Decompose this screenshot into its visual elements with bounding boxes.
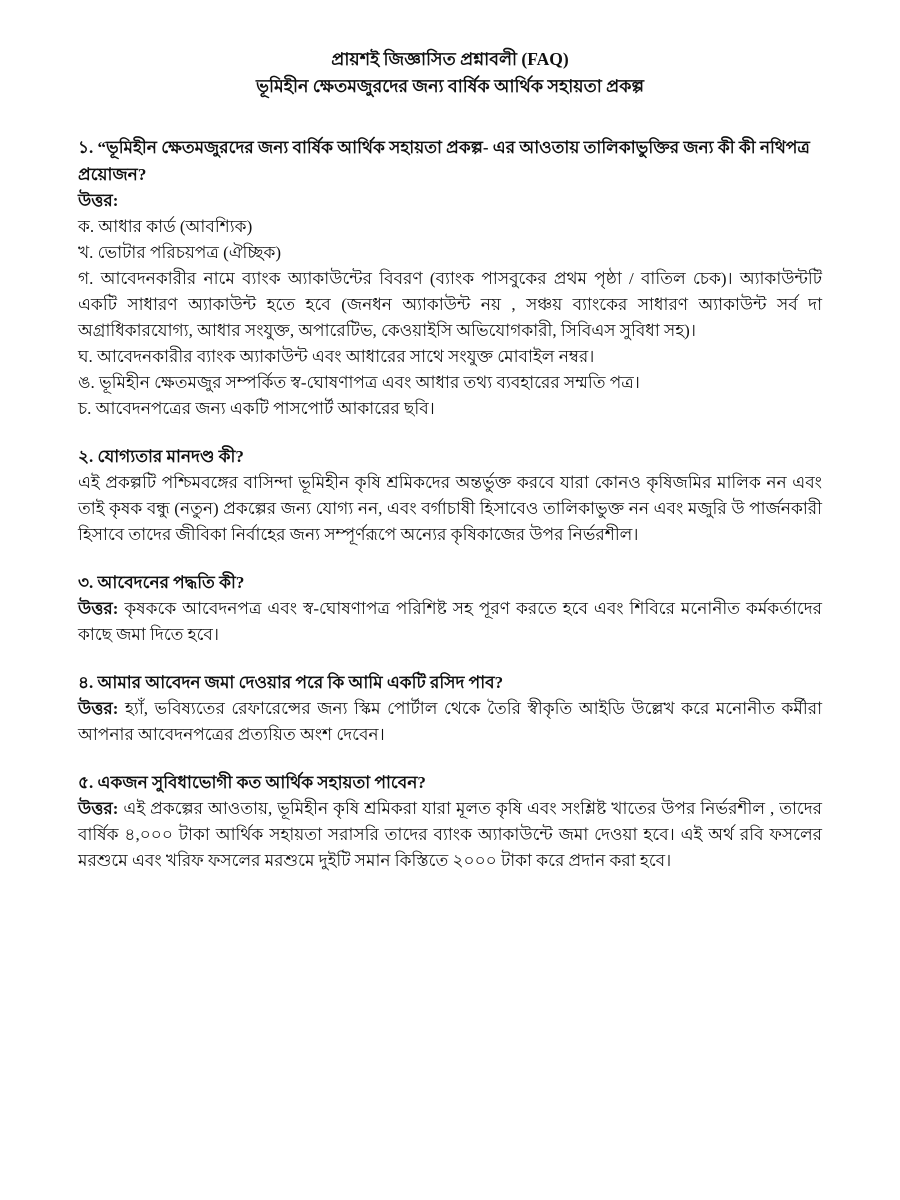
q1-item-e: ঙ. ভূমিহীন ক্ষেতমজুর সম্পর্কিত স্ব-ঘোষণাপত্র এবং আধার তথ্য ব্যবহারের সম্মতি পত্র।	[78, 373, 640, 392]
q1-item-c: গ. আবেদনকারীর নামে ব্যাংক অ্যাকাউন্টের বিবরণ (ব্যাংক পাসবুকের প্রথম পৃষ্ঠা / বাতিল চেক)। অ্যাকাউন্টটি একটি সাধারণ অ্যাকাউন্ট হতে হবে (জনধন অ্যাকাউন্ট নয় , সঞ্চয় ব্যাংকের সাধারণ অ্যাকাউন্ট সর্ব দা অগ্রাধিকারযোগ্য, আধার সংযুক্ত, অপারেটিভ, কেওয়াইসি অভিযোগকারী, সিবিএস সুবিধা সহ)।	[78, 269, 822, 340]
answer-3	[78, 596, 822, 648]
faq-section-1	[78, 134, 822, 422]
q1-item-f: চ. আবেদনপত্রের জন্য একটি পাসপোর্ট আকারের ছবি।	[78, 399, 435, 418]
answer-label-3: উত্তর:	[78, 599, 119, 618]
answer-4	[78, 696, 822, 748]
question-2: ২. যোগ্যতার মানদণ্ড কী?	[78, 447, 244, 466]
faq-section-4	[78, 669, 822, 748]
answer-2: এই প্রকল্পটি পশ্চিমবঙ্গের বাসিন্দা ভূমিহীন কৃষি শ্রমিকদের অন্তর্ভুক্ত করবে যারা কোনও কৃষিজমির মালিক নন এবং তাই কৃষক বন্ধু (নতুন) প্রকল্পের জন্য যোগ্য নন, এবং বর্গাচাষী হিসাবেও তালিকাভুক্ত নন এবং মজুরি উ পার্জনকারী হিসাবে তাদের জীবিকা নির্বাহের জন্য সম্পূর্ণরূপে অন্যের কৃষিকাজের উপর নির্ভরশীল।	[78, 473, 822, 544]
document-header	[78, 46, 822, 100]
answer-label-4: উত্তর:	[78, 699, 119, 718]
q1-item-a: ক. আধার কার্ড (আবশ্যিক)	[78, 217, 253, 236]
answer-text-3: কৃষককে আবেদনপত্র এবং স্ব-ঘোষণাপত্র পরিশিষ্ট সহ পূরণ করতে হবে এবং শিবিরে মনোনীত কর্মকর্তাদের কাছে জমা দিতে হবে।	[78, 599, 823, 644]
page-subtitle: ভূমিহীন ক্ষেতমজুরদের জন্য বার্ষিক আর্থিক সহায়তা প্রকল্প	[256, 76, 644, 96]
answer-5	[78, 796, 822, 874]
answer-text-5: এই প্রকল্পের আওতায়, ভূমিহীন কৃষি শ্রমিকরা যারা মূলত কৃষি এবং সংশ্লিষ্ট খাতের উপর নির্ভরশীল , তাদের বার্ষিক ৪,০০০ টাকা আর্থিক সহায়তা সরাসরি তাদের ব্যাংক অ্যাকাউন্টে জমা দেওয়া হবে। এই অর্থ রবি ফসলের মরশুমে এবং খরিফ ফসলের মরশুমে দুইটি সমান কিস্তিতে ২০০০ টাকা করে প্রদান করা হবে।	[78, 799, 822, 870]
faq-section-2	[78, 443, 822, 548]
faq-section-5	[78, 769, 822, 874]
page-title: প্রায়শই জিজ্ঞাসিত প্রশ্নাবলী (FAQ)	[331, 49, 569, 69]
answer-text-4: হ্যাঁ, ভবিষ্যতের রেফারেন্সের জন্য স্কিম পোর্টাল থেকে তৈরি স্বীকৃতি আইডি উল্লেখ করে মনোনীত কর্মীরা আপনার আবেদনপত্রের প্রত্যয়িত অংশ দেবেন।	[78, 699, 822, 744]
q1-item-b: খ. ভোটার পরিচয়পত্র (ঐচ্ছিক)	[78, 243, 282, 262]
question-5: ৫. একজন সুবিধাভোগী কত আর্থিক সহায়তা পাবেন?	[78, 773, 426, 792]
question-3: ৩. আবেদনের পদ্ধতি কী?	[78, 573, 245, 592]
answer-label-5: উত্তর:	[78, 799, 119, 818]
q1-item-d: ঘ. আবেদনকারীর ব্যাংক অ্যাকাউন্ট এবং আধারের সাথে সংযুক্ত মোবাইল নম্বর।	[78, 347, 595, 366]
faq-section-3	[78, 569, 822, 648]
question-4: ৪. আমার আবেদন জমা দেওয়ার পরে কি আমি একটি রসিদ পাব?	[78, 673, 504, 692]
question-1: ১. “ভূমিহীন ক্ষেতমজুরদের জন্য বার্ষিক আর্থিক সহায়তা প্রকল্প- এর আওতায় তালিকাভুক্তির জন্য কী কী নথিপত্র প্রয়োজন?	[78, 138, 810, 184]
answer-label-1: উত্তর:	[78, 191, 119, 210]
